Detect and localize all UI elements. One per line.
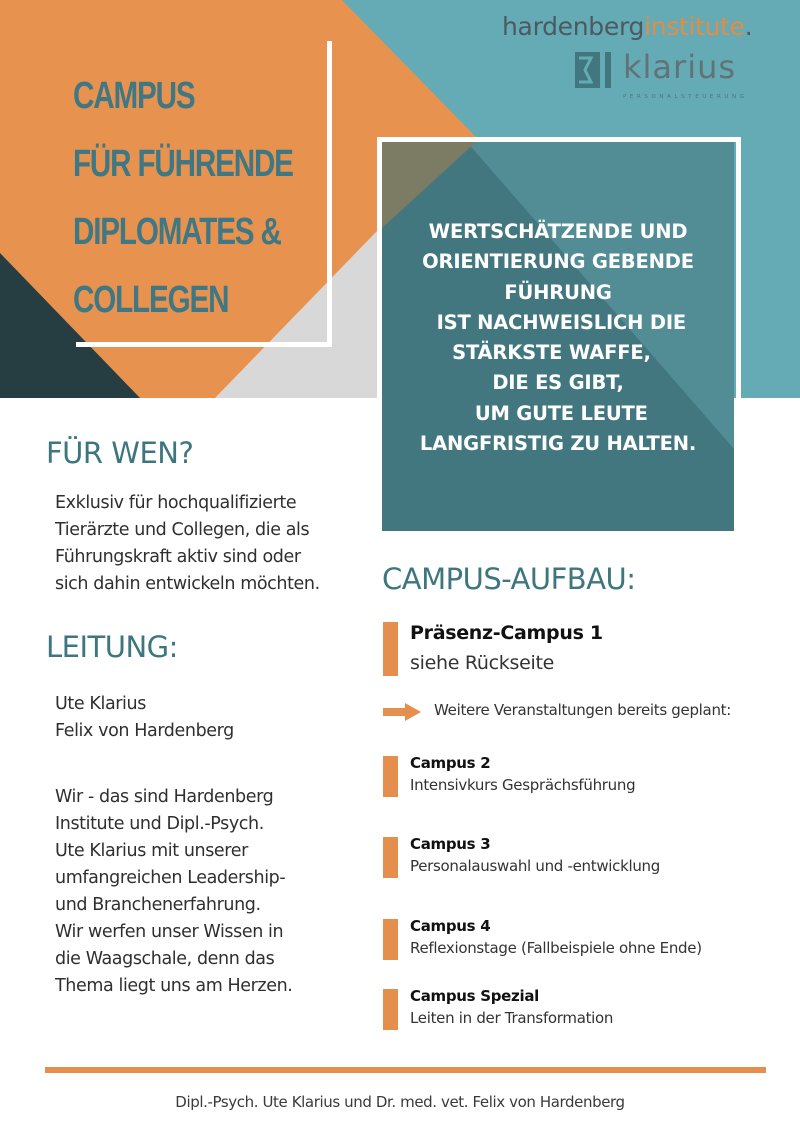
leader-name: Ute Klarius	[55, 694, 146, 714]
text-line: Thema liegt uns am Herzen.	[55, 976, 293, 996]
hero-title-line: CAMPUS	[73, 75, 195, 117]
hero-title	[73, 62, 307, 334]
logo-text-dot: .	[744, 12, 753, 41]
campus-subtitle: Leiten in der Transformation	[410, 1009, 614, 1027]
text-line: Wir werfen unser Wissen in	[55, 922, 284, 942]
text-line: Führungskraft aktiv sind oder	[55, 547, 301, 567]
leitung-about	[55, 784, 292, 1000]
quote-text	[382, 217, 734, 459]
arrow-right-icon	[383, 703, 421, 721]
accent-bar	[383, 837, 398, 878]
quote-line: IST NACHWEISLICH DIE	[429, 310, 686, 334]
quote-line: ORIENTIERUNG GEBENDE	[422, 250, 694, 274]
text-line: sich dahin entwickeln möchten.	[55, 574, 320, 594]
fuer-wen-heading: FÜR WEN?	[46, 436, 194, 470]
campus-title: Präsenz-Campus 1	[410, 622, 603, 644]
klarius-tagline: PERSONALSTEUERUNG	[623, 94, 748, 100]
quote-line: DIE ES GIBT,	[492, 371, 624, 395]
campus-subtitle: Intensivkurs Gesprächsführung	[410, 776, 636, 794]
footer-credits: Dipl.-Psych. Ute Klarius und Dr. med. vet. Felix von Hardenberg	[175, 1093, 625, 1111]
text-line: und Branchenerfahrung.	[55, 895, 261, 915]
campus-aufbau-heading: CAMPUS-AUFBAU:	[382, 562, 636, 596]
leitung-names	[55, 691, 234, 745]
footer-divider	[45, 1067, 766, 1073]
fuer-wen-text	[55, 490, 320, 598]
leader-name: Felix von Hardenberg	[55, 721, 234, 741]
logo-text-hardenberg: hardenberg	[502, 12, 645, 41]
accent-bar	[383, 989, 398, 1030]
hero-title-line: DIPLOMATES &	[73, 211, 281, 253]
quote-line: WERTSCHÄTZENDE UND	[428, 220, 688, 243]
campus-title: Campus 4	[410, 917, 491, 935]
logo-text-institute: institute	[644, 12, 745, 41]
hero-title-line: FÜR FÜHRENDE	[73, 143, 293, 185]
text-line: die Waagschale, denn das	[55, 949, 275, 969]
klarius-mark-icon	[575, 52, 615, 88]
text-line: Ute Klarius mit unserer	[55, 841, 248, 861]
leitung-heading: LEITUNG:	[46, 630, 178, 664]
text-line: Wir - das sind Hardenberg	[55, 787, 274, 807]
campus-title: Campus Spezial	[410, 987, 539, 1005]
hardenberg-institute-logo	[502, 12, 752, 41]
text-line: Institute und Dipl.-Psych.	[55, 814, 264, 834]
accent-bar	[383, 919, 398, 960]
campus-subtitle: siehe Rückseite	[410, 652, 554, 674]
campus-title: Campus 3	[410, 835, 491, 853]
klarius-wordmark: klarius	[623, 48, 737, 86]
campus-subtitle: Reflexionstage (Fallbeispiele ohne Ende)	[410, 939, 702, 957]
quote-line: LANGFRISTIG ZU HALTEN.	[419, 432, 697, 456]
campus-subtitle: Personalauswahl und -entwicklung	[410, 857, 660, 875]
quote-line: UM GUTE LEUTE	[468, 401, 648, 425]
accent-bar	[383, 756, 398, 797]
text-line: Exklusiv für hochqualifizierte	[55, 493, 297, 513]
accent-bar	[383, 622, 398, 676]
klarius-logo	[575, 48, 748, 102]
planned-events-label: Weitere Veranstaltungen bereits geplant:	[434, 701, 731, 719]
text-line: Tierärzte und Collegen, die als	[55, 520, 310, 540]
campus-title: Campus 2	[410, 754, 491, 772]
quote-line: FÜHRUNG	[504, 280, 612, 304]
hero-title-line: COLLEGEN	[73, 279, 229, 321]
text-line: umfangreichen Leadership-	[55, 868, 286, 888]
quote-line: STÄRKSTE WAFFE,	[452, 341, 664, 365]
quote-box	[382, 142, 734, 531]
